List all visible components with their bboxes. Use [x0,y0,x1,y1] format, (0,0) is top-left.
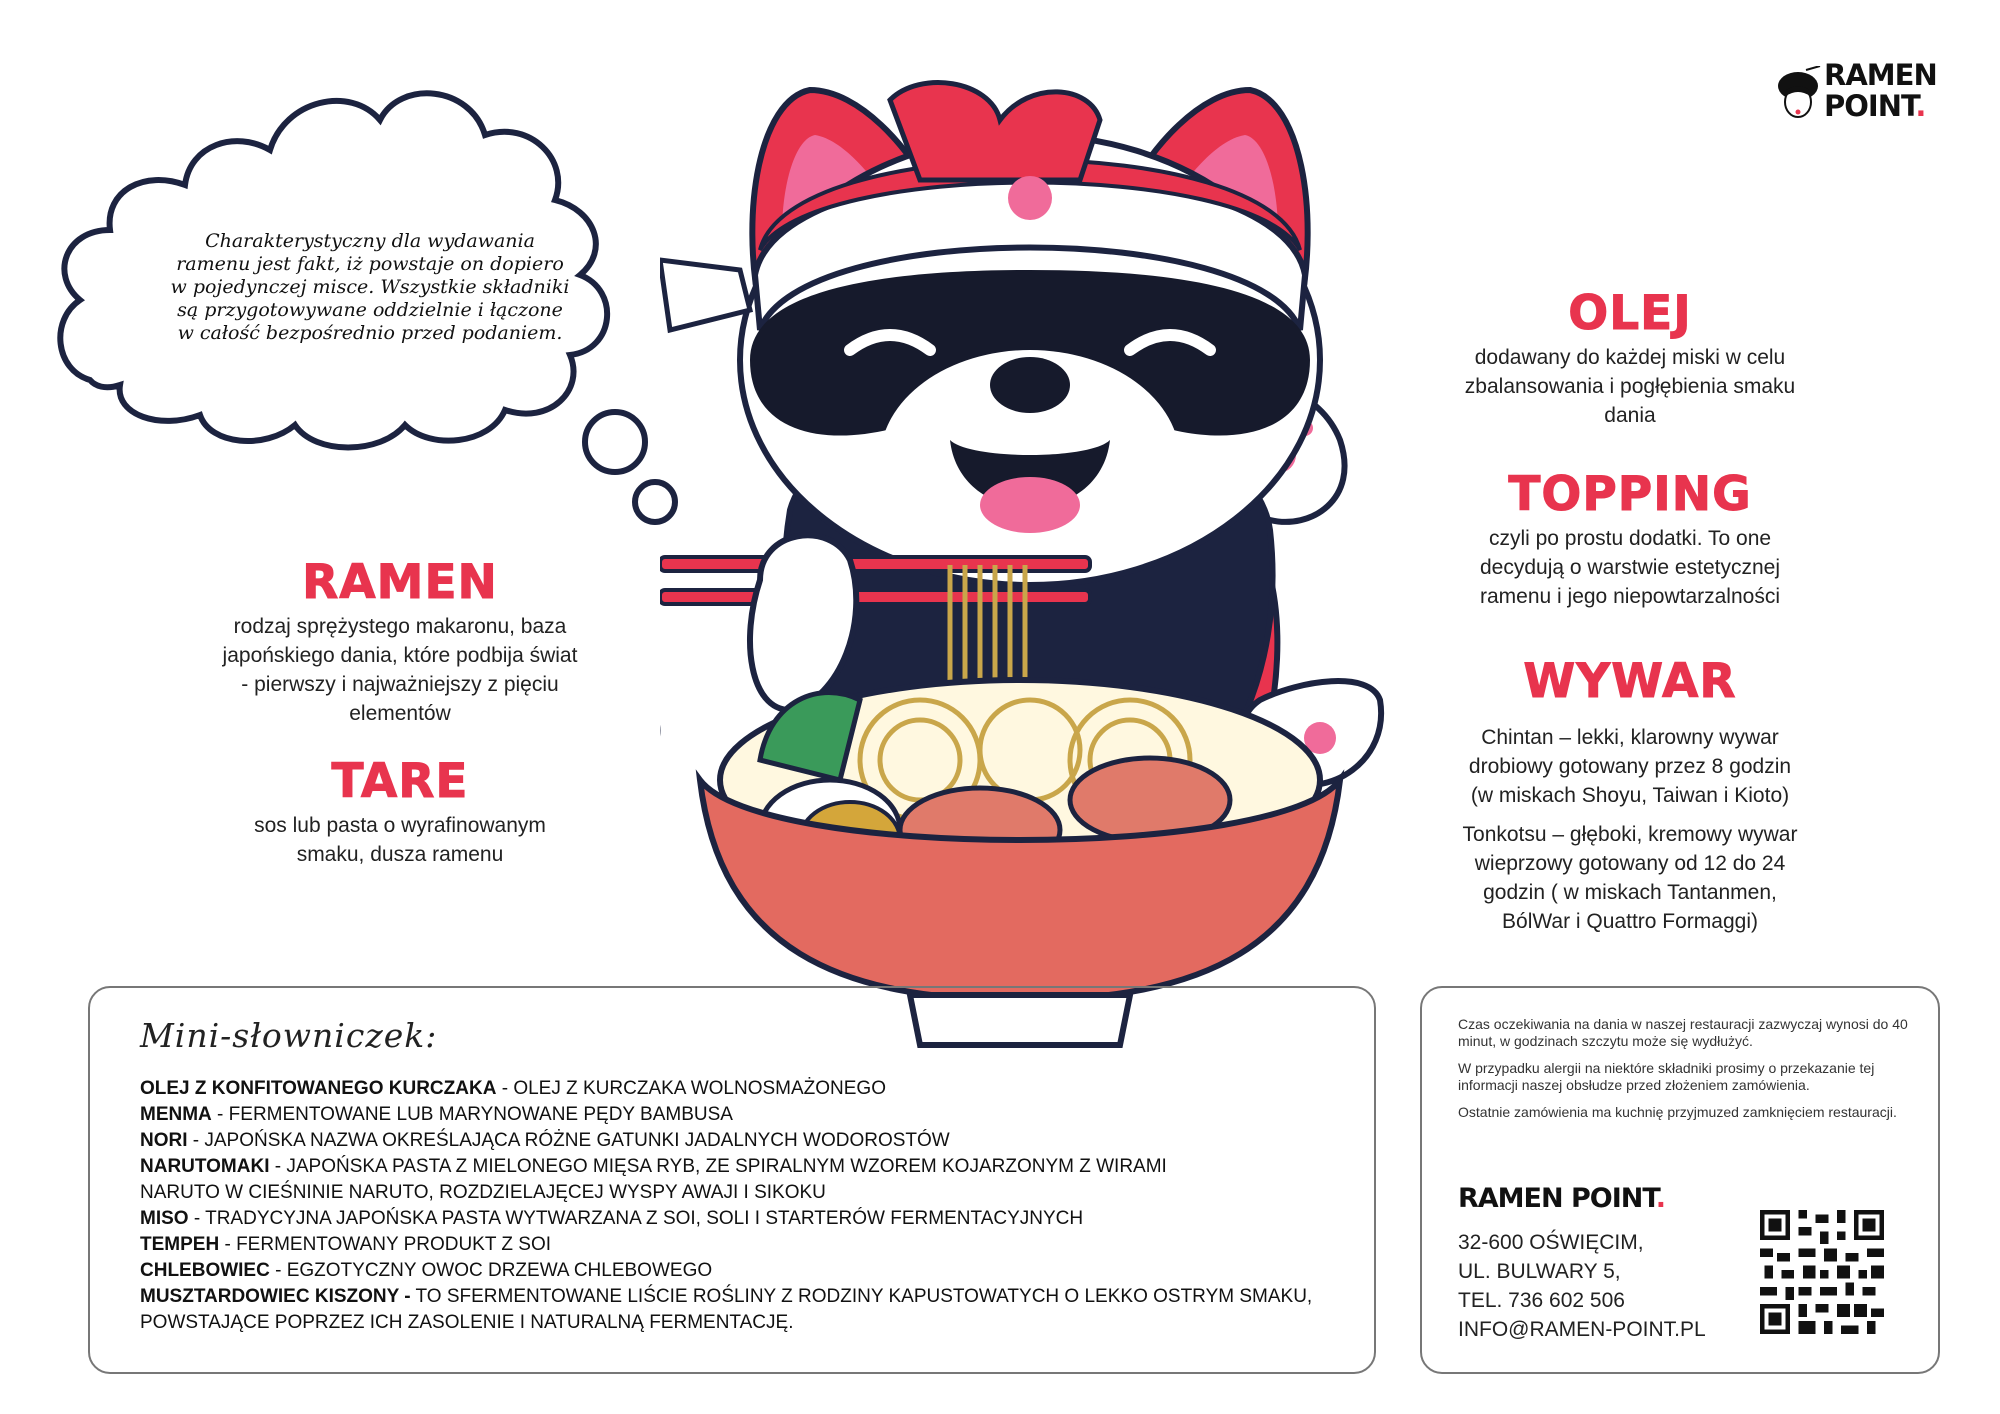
glossary-term: MENMA [140,1104,212,1125]
glossary-definition: - JAPOŃSKA PASTA Z MIELONEGO MIĘSA RYB, ZE SPIRALNYM WZOREM KOJARZONYM Z WIRAMI NARUTO W CIEŚNINIE NARUTO, ROZDZIELAJĘCEJ WYSPY AWAJI I SIKOKU [140,1156,1167,1203]
brand-name [1458,1183,1665,1214]
email-line: INFO@RAMEN-POINT.PL [1458,1318,1706,1341]
glossary-item [140,1232,1340,1258]
tare-title: TARE [331,754,469,809]
glossary-definition: TO SFERMENTOWANE LIŚCIE ROŚLINY Z RODZINY KAPUSTOWATYCH O LEKKO OSTRYM SMAKU, POWSTAJĄCE POPRZEZ ICH ZASOLENIE I NATURALNĄ FERMENTACJĘ. [140,1286,1313,1333]
chintan-line: drobiowy gotowany przez 8 godzin [1468,755,1792,778]
tonkotsu-line: Tonkotsu – głęboki, kremowy wywar [1462,823,1798,846]
glossary-item [140,1154,1180,1206]
section-olej [1440,287,1820,430]
ramen-desc-line: elementów [349,702,451,725]
glossary-item [140,1102,1340,1128]
geisha-logo-icon [1772,66,1824,122]
tare-desc-line: smaku, dusza ramenu [296,843,504,866]
info-notes [1458,1016,1918,1131]
topping-description [1440,524,1820,611]
thought-cloud-text [160,230,580,345]
logo-line-2 [1824,91,1937,122]
qr-code-icon[interactable] [1760,1210,1884,1334]
chintan-line: Chintan – lekki, klarowny wywar [1481,726,1779,749]
tonkotsu-line: wieprzowy gotowany od 12 do 24 [1474,852,1786,875]
tare-desc-line: sos lub pasta o wyrafinowanym [254,814,546,837]
phone-line: TEL. 736 602 506 [1458,1289,1625,1312]
glossary-definition: - FERMENTOWANE LUB MARYNOWANE PĘDY BAMBUSA [211,1104,733,1125]
glossary-title: Mini-słowniczek: [140,1016,438,1055]
section-tare [220,755,580,869]
olej-desc-line: dania [1604,404,1656,427]
topping-desc-line: ramenu i jego niepowtarzalności [1480,585,1780,608]
section-ramen [190,556,610,728]
ramen-desc-line: japońskiego dania, które podbija świat [222,644,578,667]
tare-description [220,811,580,869]
glossary-definition: - JAPOŃSKA NAZWA OKREŚLAJĄCA RÓŻNE GATUNKI JADALNYCH WODOROSTÓW [187,1130,950,1151]
glossary-item [140,1076,1340,1102]
tonkotsu-line: BólWar i Quattro Formaggi) [1502,910,1758,933]
glossary-item [140,1206,1340,1232]
address-line: 32-600 OŚWIĘCIM, [1458,1231,1644,1254]
contact-address [1458,1228,1706,1344]
glossary-term: MUSZTARDOWIEC KISZONY - [140,1286,411,1307]
olej-description [1440,343,1820,430]
logo-text [1824,60,1937,122]
thought-line: Charakterystyczny dla wydawania [205,230,535,252]
thought-line: w całość bezpośrednio przed podaniem. [177,322,563,344]
topping-title: TOPPING [1508,467,1752,522]
ramen-description [190,612,610,728]
olej-title: OLEJ [1568,286,1692,341]
brand-text: RAMEN POINT [1458,1183,1656,1214]
allergy-note: W przypadku alergii na niektóre składniki prosimy o przekazanie tej informacji naszej obsłudze przed złożeniem zamówienia. [1458,1060,1875,1093]
glossary-definition: - FERMENTOWANY PRODUKT Z SOI [219,1234,552,1255]
address-line: UL. BULWARY 5, [1458,1260,1621,1283]
glossary-definition: - EGZOTYCZNY OWOC DRZEWA CHLEBOWEGO [269,1260,713,1281]
tonkotsu-line: godzin ( w miskach Tantanmen, [1483,881,1777,904]
ramen-point-logo [1772,60,1942,130]
ramen-desc-line: rodzaj sprężystego makaronu, baza [233,615,567,638]
topping-desc-line: czyli po prostu dodatki. To one [1488,527,1772,550]
section-topping [1440,468,1820,611]
ramen-title: RAMEN [302,555,498,610]
glossary-definition: - TRADYCYJNA JAPOŃSKA PASTA WYTWARZANA Z SOI, SOLI I STARTERÓW FERMENTACYJNYCH [188,1208,1084,1229]
logo-line-1: RAMEN [1824,58,1937,92]
thought-line: ramenu jest fakt, iż powstaje on dopiero [176,253,564,275]
section-wywar [1440,655,1820,936]
info-box [1420,986,1940,1374]
glossary-box [88,986,1376,1374]
glossary-term: NARUTOMAKI [140,1156,270,1177]
glossary-term: OLEJ Z KONFITOWANEGO KURCZAKA [140,1078,497,1099]
ramen-desc-line: - pierwszy i najważniejszy z pięciu [241,673,559,696]
glossary-term: TEMPEH [140,1234,220,1255]
chintan-line: (w miskach Shoyu, Taiwan i Kioto) [1470,784,1790,807]
glossary-list [140,1076,1340,1336]
glossary-term: NORI [140,1130,188,1151]
logo-word-point: POINT [1824,89,1916,123]
wywar-title: WYWAR [1523,654,1737,709]
wait-time-note: Czas oczekiwania na dania w naszej restauracji zazwyczaj wynosi do 40 minut, w godzinach szczytu może się wydłużyć. [1458,1016,1908,1049]
glossary-definition: - OLEJ Z KURCZAKA WOLNOSMAŻONEGO [496,1078,886,1099]
logo-dot: . [1915,89,1926,123]
glossary-item [140,1258,1340,1284]
topping-desc-line: decydują o warstwie estetycznej [1480,556,1780,579]
glossary-term: MISO [140,1208,189,1229]
wywar-tonkotsu [1440,820,1820,936]
glossary-item [140,1128,1340,1154]
wywar-chintan [1440,723,1820,810]
last-orders-note: Ostatnie zamówienia ma kuchnię przyjmuzed zamknięciem restauracji. [1458,1104,1897,1120]
shiba-mascot-eating-ramen-icon [660,60,1420,1050]
brand-dot: . [1655,1183,1665,1214]
glossary-item [140,1284,1340,1336]
olej-desc-line: dodawany do każdej miski w celu [1474,346,1786,369]
thought-line: w pojedynczej misce. Wszystkie składniki [170,276,570,298]
thought-line: są przygotowywane oddzielnie i łączone [177,299,563,321]
glossary-term: CHLEBOWIEC [140,1260,270,1281]
olej-desc-line: zbalansowania i pogłębienia smaku [1464,375,1796,398]
